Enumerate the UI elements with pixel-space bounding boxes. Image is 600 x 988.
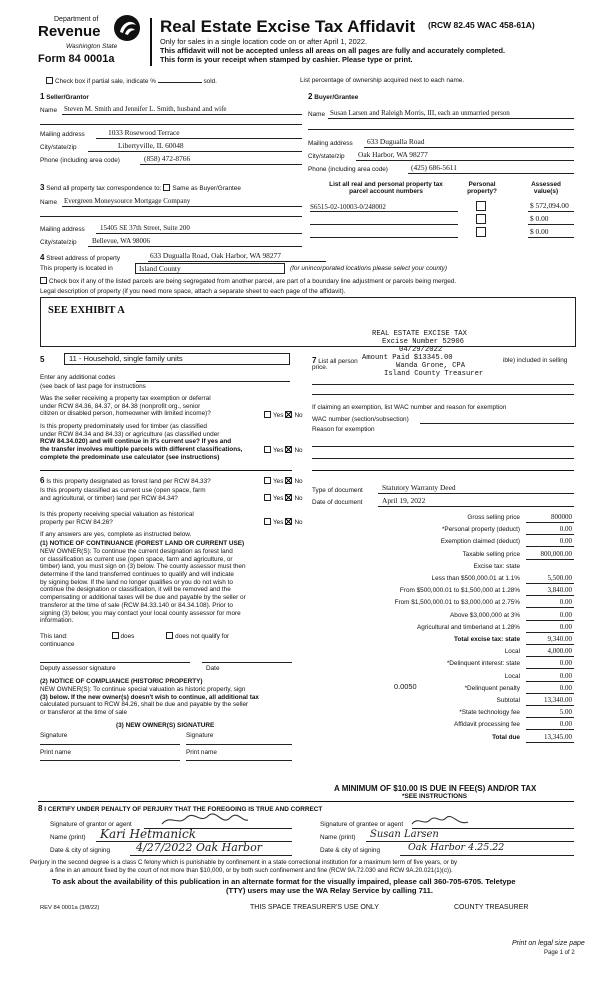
tax-row-label: Above $3,000,000 at 3% bbox=[450, 612, 520, 619]
tax-row-label: *Delinquent penalty bbox=[464, 685, 520, 692]
tax-row-label: *Personal property (deduct) bbox=[441, 526, 520, 533]
personal-checkbox-2[interactable] bbox=[476, 214, 486, 224]
wac-claim-label: If claiming an exemption, list WAC number and reason for exemption bbox=[312, 404, 507, 411]
revenue-logo-icon bbox=[113, 14, 141, 42]
county-treasurer: COUNTY TREASURER bbox=[454, 904, 529, 911]
land-use-code-select[interactable]: 11 - Household, single family units bbox=[64, 353, 290, 365]
wac-reason-label: Reason for exemption bbox=[312, 426, 375, 433]
tax-row-label: From $500,000.01 to $1,500,000 at 1.28% bbox=[399, 587, 520, 594]
county-label: This property is located in bbox=[40, 265, 113, 272]
grantor-name-label: Name (print) bbox=[50, 834, 86, 841]
sec5-num: 5 bbox=[40, 355, 45, 364]
exempt-q2: Is this property predominately used for timber (as classified under RCW 84.34 and 84.33) or agriculture (as classified under RCW 84.34.020) and will continue in it's current use? If yes and the transfer involves multiple parcels with different classifications, complete the predominate use calculator (see instructions) bbox=[40, 423, 243, 461]
tax-row-label: From $1,500,000.01 to $3,000,000 at 2.75% bbox=[394, 599, 520, 606]
buyer-mail-field[interactable]: 633 Duguallа Road bbox=[367, 137, 425, 146]
seller-phone-label: Phone (including area code) bbox=[40, 157, 120, 164]
tax-row-label: Total due bbox=[492, 734, 520, 741]
personal-checkbox-3[interactable] bbox=[476, 227, 486, 237]
form-number: Form 84 0001a bbox=[38, 53, 115, 65]
does-not-checkbox[interactable] bbox=[166, 632, 173, 639]
parcel-account-1[interactable]: S6515-02-10003-0/248002 bbox=[310, 203, 386, 211]
doc-date-field[interactable]: April 19, 2022 bbox=[382, 496, 426, 505]
stamp-line1: REAL ESTATE EXCISE TAX bbox=[372, 330, 467, 338]
subtitle-1: Only for sales in a single location code on or after April 1, 2022. bbox=[160, 37, 368, 46]
sec7-tail: ible) included in selling bbox=[503, 357, 568, 364]
owner-sig-label-1: Signature bbox=[40, 732, 68, 739]
sec6-q1: 6 Is this property designated as forest land per RCW 84.33? bbox=[40, 476, 211, 485]
subtitle-2: This affidavit will not be accepted unless all areas on all pages are fully and accurately completed. bbox=[160, 46, 506, 55]
tax-row-value[interactable]: 13,340.00 bbox=[544, 696, 572, 704]
tax-row-label: Agricultural and timberland at 1.28% bbox=[416, 624, 520, 631]
owner-sig-label-2: Signature bbox=[186, 732, 214, 739]
owner-print-label-2: Print name bbox=[186, 749, 217, 756]
perjury-line1: Perjury in the second degree is a class C felony which is punishable by confinement in a state correctional institution for a maximum term of five years, or by bbox=[30, 859, 458, 866]
see-instructions: *SEE INSTRUCTIONS bbox=[402, 793, 467, 800]
sec7-row: 7 List all person bbox=[312, 356, 358, 365]
tax-row-label: Total excise tax: state bbox=[454, 636, 520, 643]
certify-heading: 8 I CERTIFY UNDER PENALTY OF PERJURY THAT THE FOREGOING IS TRUE AND CORRECT bbox=[38, 804, 323, 813]
page-number: Page 1 of 2 bbox=[544, 950, 575, 956]
ask-line1: To ask about the availability of this publication in an alternate format for the visually impaired, please call 360-705-6705. Teletype bbox=[52, 877, 516, 886]
this-land-row: This land: does does not qualify for bbox=[40, 633, 230, 640]
stamp-line6: Island County Treasurer bbox=[384, 370, 484, 378]
grantee-date-field[interactable]: Oak Harbor 4.25.22 bbox=[408, 842, 505, 853]
tax-row-label: *Delinquent interest: state bbox=[446, 660, 520, 667]
assessed-value-3[interactable]: $ 0.00 bbox=[530, 227, 549, 236]
exempt-q1-no[interactable] bbox=[285, 411, 292, 418]
personal-header: Personal property? bbox=[467, 181, 497, 196]
tax-row-value[interactable]: 0.00 bbox=[559, 684, 572, 692]
seller-city-label: City/state/zip bbox=[40, 144, 77, 151]
dept-line1: Department of bbox=[54, 16, 99, 23]
doc-date-label: Date of document bbox=[312, 499, 363, 506]
sec6-answered: If any answers are yes, complete as instructed below. bbox=[40, 531, 192, 538]
tax-row-value[interactable]: 0.00 bbox=[559, 659, 572, 667]
stamp-line3: 04/29/2022 bbox=[399, 346, 443, 354]
grantor-sig-label: Signature of grantor or agent bbox=[50, 821, 132, 828]
seller-name-label: Name bbox=[40, 107, 58, 114]
same-as-buyer-checkbox[interactable] bbox=[163, 184, 170, 191]
exempt-q1-answer: Yes No bbox=[262, 411, 303, 419]
partial-sale-checkbox-row bbox=[44, 77, 217, 85]
correspondence-row: 3 Send all property tax correspondence to: Same as Buyer/Grantee bbox=[40, 183, 241, 192]
stamp-line4: Amount Paid $13345.00 bbox=[362, 354, 453, 362]
exempt-q2-no[interactable] bbox=[285, 446, 292, 453]
deputy-sig-label: Deputy assessor signature bbox=[40, 665, 116, 672]
dept-line3: Washington State bbox=[66, 43, 118, 50]
header-divider bbox=[150, 18, 152, 66]
grantee-date-label: Date & city of signing bbox=[320, 847, 381, 854]
notice1-title: (1) NOTICE OF CONTINUANCE (FOREST LAND OR CURRENT USE) bbox=[40, 540, 245, 547]
rev-number: REV 84 0001a (3/8/22) bbox=[40, 905, 100, 911]
exempt-q2-yes[interactable] bbox=[264, 446, 271, 453]
tax-row-label: Excise tax: state bbox=[473, 563, 520, 570]
tax-row-value[interactable]: 0.00 bbox=[559, 672, 572, 680]
corr-name-field[interactable]: Evergreen Moneysource Mortgage Company bbox=[64, 197, 191, 205]
legal-description-text: SEE EXHIBIT A bbox=[48, 305, 125, 316]
corr-mail-label: Mailing address bbox=[40, 226, 85, 233]
owner-print-label-1: Print name bbox=[40, 749, 71, 756]
tax-row-value[interactable]: 13,345.00 bbox=[544, 733, 572, 741]
parcels-header: List all real and personal property tax parcel account numbers bbox=[329, 181, 443, 196]
grantee-signature[interactable] bbox=[410, 814, 470, 828]
buyer-name-label: Name bbox=[308, 111, 326, 118]
buyer-name-field[interactable]: Susan Larsen and Raleigh Morris, III, each an unmarried person bbox=[330, 109, 510, 117]
stamp-line5: Wanda Grone, CPA bbox=[396, 362, 466, 370]
sec6-q1-yes[interactable] bbox=[264, 477, 271, 484]
exempt-q1-yes[interactable] bbox=[264, 411, 271, 418]
segregated-checkbox[interactable] bbox=[40, 277, 47, 284]
ask-line2: (TTY) users may use the WA Relay Service by calling 711. bbox=[226, 886, 433, 895]
legal-desc-label: Legal description of property (if you need more space, attach a separate sheet to each page of the affidavit). bbox=[40, 288, 346, 295]
sec6-q3: Is this property receiving special valuation as historical property per RCW 84.26? bbox=[40, 511, 194, 526]
dept-line2: Revenue bbox=[38, 23, 101, 40]
deputy-date-label: Date bbox=[206, 665, 220, 672]
grantee-name-field[interactable]: Susan Larsen bbox=[370, 829, 439, 840]
treasurer-use: THIS SPACE TREASURER'S USE ONLY bbox=[250, 904, 379, 911]
tax-row-value[interactable]: 0.00 bbox=[559, 611, 572, 619]
grantor-date-label: Date & city of signing bbox=[50, 847, 111, 854]
seller-phone-field[interactable]: (858) 472-8766 bbox=[144, 154, 191, 163]
does-checkbox[interactable] bbox=[112, 632, 119, 639]
county-note: (for unincorporated locations please select your county) bbox=[290, 265, 448, 272]
notice3-title: (3) NEW OWNER(S) SIGNATURE bbox=[116, 722, 215, 729]
continuance-label: continuance bbox=[40, 641, 75, 648]
grantor-date-field[interactable]: 4/27/2022 Oak Harbor bbox=[136, 841, 262, 854]
stamp-line2: Excise Number 52906 bbox=[382, 338, 464, 346]
buyer-phone-field[interactable]: (425) 686-5611 bbox=[411, 163, 457, 172]
tax-row-value[interactable]: 4,000.00 bbox=[547, 647, 572, 655]
rcw-reference: (RCW 82.45 WAC 458-61A) bbox=[428, 20, 535, 30]
sec6-q2-answer: Yes No bbox=[262, 494, 303, 502]
local-rate: 0.0050 bbox=[394, 682, 417, 691]
buyer-mail-label: Mailing address bbox=[308, 140, 353, 147]
tax-row-value[interactable]: 0.00 bbox=[559, 598, 572, 606]
street-row: 4 Street address of property bbox=[40, 253, 121, 262]
buyer-phone-label: Phone (including area code) bbox=[308, 166, 388, 173]
sec6-q1-no[interactable] bbox=[285, 477, 292, 484]
ownership-note: List percentage of ownership acquired next to each name. bbox=[300, 77, 465, 84]
wac-number-label: WAC number (section/subsection) bbox=[312, 416, 409, 423]
doc-type-field[interactable]: Statutory Warranty Deed bbox=[382, 483, 456, 492]
sec6-q3-no[interactable] bbox=[285, 518, 292, 525]
tax-row-value[interactable]: 5,500.00 bbox=[547, 574, 572, 582]
tax-row-label: Local bbox=[504, 648, 520, 655]
seller-mail-label: Mailing address bbox=[40, 131, 85, 138]
partial-percent-field[interactable] bbox=[158, 82, 202, 83]
tax-row-value[interactable]: 800,000.00 bbox=[540, 550, 572, 558]
seller-mail-field[interactable]: 1033 Rosewood Terrace bbox=[108, 128, 180, 137]
seller-heading: 1 Seller/Grantor bbox=[40, 92, 89, 101]
tax-row-value[interactable]: 9,340.00 bbox=[547, 635, 572, 643]
tax-row-label: Less than $500,000.01 at 1.1% bbox=[431, 575, 520, 582]
tax-row-value[interactable]: 0.00 bbox=[559, 720, 572, 728]
assessed-value-2[interactable]: $ 0.00 bbox=[530, 214, 549, 223]
sec6-q3-yes[interactable] bbox=[264, 518, 271, 525]
grantor-signature[interactable] bbox=[160, 812, 250, 828]
page-title: Real Estate Excise Tax Affidavit bbox=[160, 17, 416, 36]
tax-row-label: *State technology fee bbox=[459, 709, 520, 716]
partial-sale-checkbox[interactable] bbox=[46, 77, 53, 84]
sec6-q2: Is this property classified as current use (open space, farm and agricultural, or timber) land per RCW 84.34? bbox=[40, 487, 206, 502]
tax-row-value[interactable]: 3,840.00 bbox=[547, 586, 572, 594]
tax-row-value[interactable]: 800000 bbox=[551, 513, 572, 521]
notice1-body: NEW OWNER(S): To continue the current designation as forest land or classification as current use (open space, farm and agriculture, or timber) land, you must sign on (3) below. The county assessor must then determine if the land transferred continues to qualify and will indicate by signing below. If the land no longer qualifies or you do not wish to continue the designation or classification, it will be removed and the compensating or additional taxes will be due and payable by the seller or transferor at the time of sale (RCW 84.33.140 or 84.34.108). Prior to signing (3) below, you may contact your local county assessor for more information. bbox=[40, 548, 246, 625]
corr-city-label: City/state/zip bbox=[40, 239, 77, 246]
legal-size-note: Print on legal size pape bbox=[512, 940, 585, 947]
doc-type-label: Type of document bbox=[312, 487, 363, 494]
sec6-q3-answer: Yes No bbox=[262, 518, 303, 526]
tax-row-label: Gross selling price bbox=[467, 514, 520, 521]
street-field[interactable]: 633 Duguallа Road, Oak Harbor, WA 98277 bbox=[150, 251, 281, 260]
assessed-value-1[interactable]: $ 572,094.00 bbox=[530, 201, 569, 210]
tax-row-value[interactable]: 0.00 bbox=[559, 525, 572, 533]
tax-row-label: Exemption claimed (deduct) bbox=[440, 538, 520, 545]
notice2-body: NEW OWNER(S): To continue special valuation as historic property, sign (3) below. If the new owner(s) doesn't wish to continue, all additional tax calculated pursuant to RCW 84.26, shall be due and payable by the seller or transferor at the time of sale bbox=[40, 686, 259, 717]
corr-name-label: Name bbox=[40, 199, 58, 206]
subtitle-3: This form is your receipt when stamped by cashier. Please type or print. bbox=[160, 55, 413, 64]
additional-codes-label: Enter any additional codes bbox=[40, 374, 116, 381]
county-select[interactable]: Island County bbox=[135, 263, 285, 274]
corr-city-field[interactable]: Bellevue, WA 98006 bbox=[92, 237, 151, 245]
buyer-heading: 2 Buyer/Grantee bbox=[308, 92, 359, 101]
tax-row-label: Affidavit processing fee bbox=[454, 721, 520, 728]
perjury-line2: a fine in an amount fixed by the court of not more than $10,000, or by both such confinement and fine (RCW 9A.72.030 and RCW 9A.20.021(1)(c)). bbox=[50, 867, 453, 874]
tax-row-value[interactable]: 0.00 bbox=[559, 537, 572, 545]
exempt-q1: Was the seller receiving a property tax exemption or deferral under RCW 84.36, 84.37, or 84.38 (nonprofit org., senior citizen or disabled person, homeowner with limited income)? bbox=[40, 395, 211, 418]
tax-row-value[interactable]: 5.00 bbox=[559, 708, 572, 716]
sec6-q2-yes[interactable] bbox=[264, 494, 271, 501]
seller-name-field[interactable]: Steven M. Smith and Jennifer L. Smith, husband and wife bbox=[64, 105, 227, 113]
tax-row-value[interactable]: 0.00 bbox=[559, 623, 572, 631]
tax-row-label: Local bbox=[504, 673, 520, 680]
partial-sold-label: sold. bbox=[203, 78, 217, 85]
sec6-q1-answer: Yes No bbox=[262, 477, 303, 485]
grantor-name-field[interactable]: Kari Hetmanick bbox=[100, 827, 196, 841]
assessed-header: Assessed value(s) bbox=[531, 181, 561, 196]
buyer-city-label: City/state/zip bbox=[308, 153, 345, 160]
sec6-q2-no[interactable] bbox=[285, 494, 292, 501]
grantee-sig-label: Signature of grantee or agent bbox=[320, 821, 404, 828]
notice2-title: (2) NOTICE OF COMPLIANCE (HISTORIC PROPERTY) bbox=[40, 678, 203, 685]
exempt-q2-answer: Yes No bbox=[262, 446, 303, 454]
partial-sale-label: Check box if partial sale, indicate % bbox=[55, 78, 156, 85]
see-back-label: (see back of last page for instructions bbox=[40, 383, 146, 390]
grantee-name-label: Name (print) bbox=[320, 834, 356, 841]
sec7-price: price. bbox=[312, 364, 328, 371]
personal-checkbox-1[interactable] bbox=[476, 201, 486, 211]
buyer-city-field[interactable]: Oak Harbor, WA 98277 bbox=[358, 150, 428, 159]
tax-row-label: Subtotal bbox=[496, 697, 520, 704]
corr-mail-field[interactable]: 15405 SE 37th Street, Suite 200 bbox=[100, 224, 190, 232]
seller-city-field[interactable]: Libertyville, IL 60048 bbox=[118, 141, 184, 150]
segregated-row: Check box if any of the listed parcels are being segregated from another parcel, are part of a boundary line adjustment or parcels being merged. bbox=[38, 277, 456, 285]
tax-row-label: Taxable selling price bbox=[462, 551, 520, 558]
minimum-due: A MINIMUM OF $10.00 IS DUE IN FEE(S) AND/OR TAX bbox=[334, 784, 537, 793]
